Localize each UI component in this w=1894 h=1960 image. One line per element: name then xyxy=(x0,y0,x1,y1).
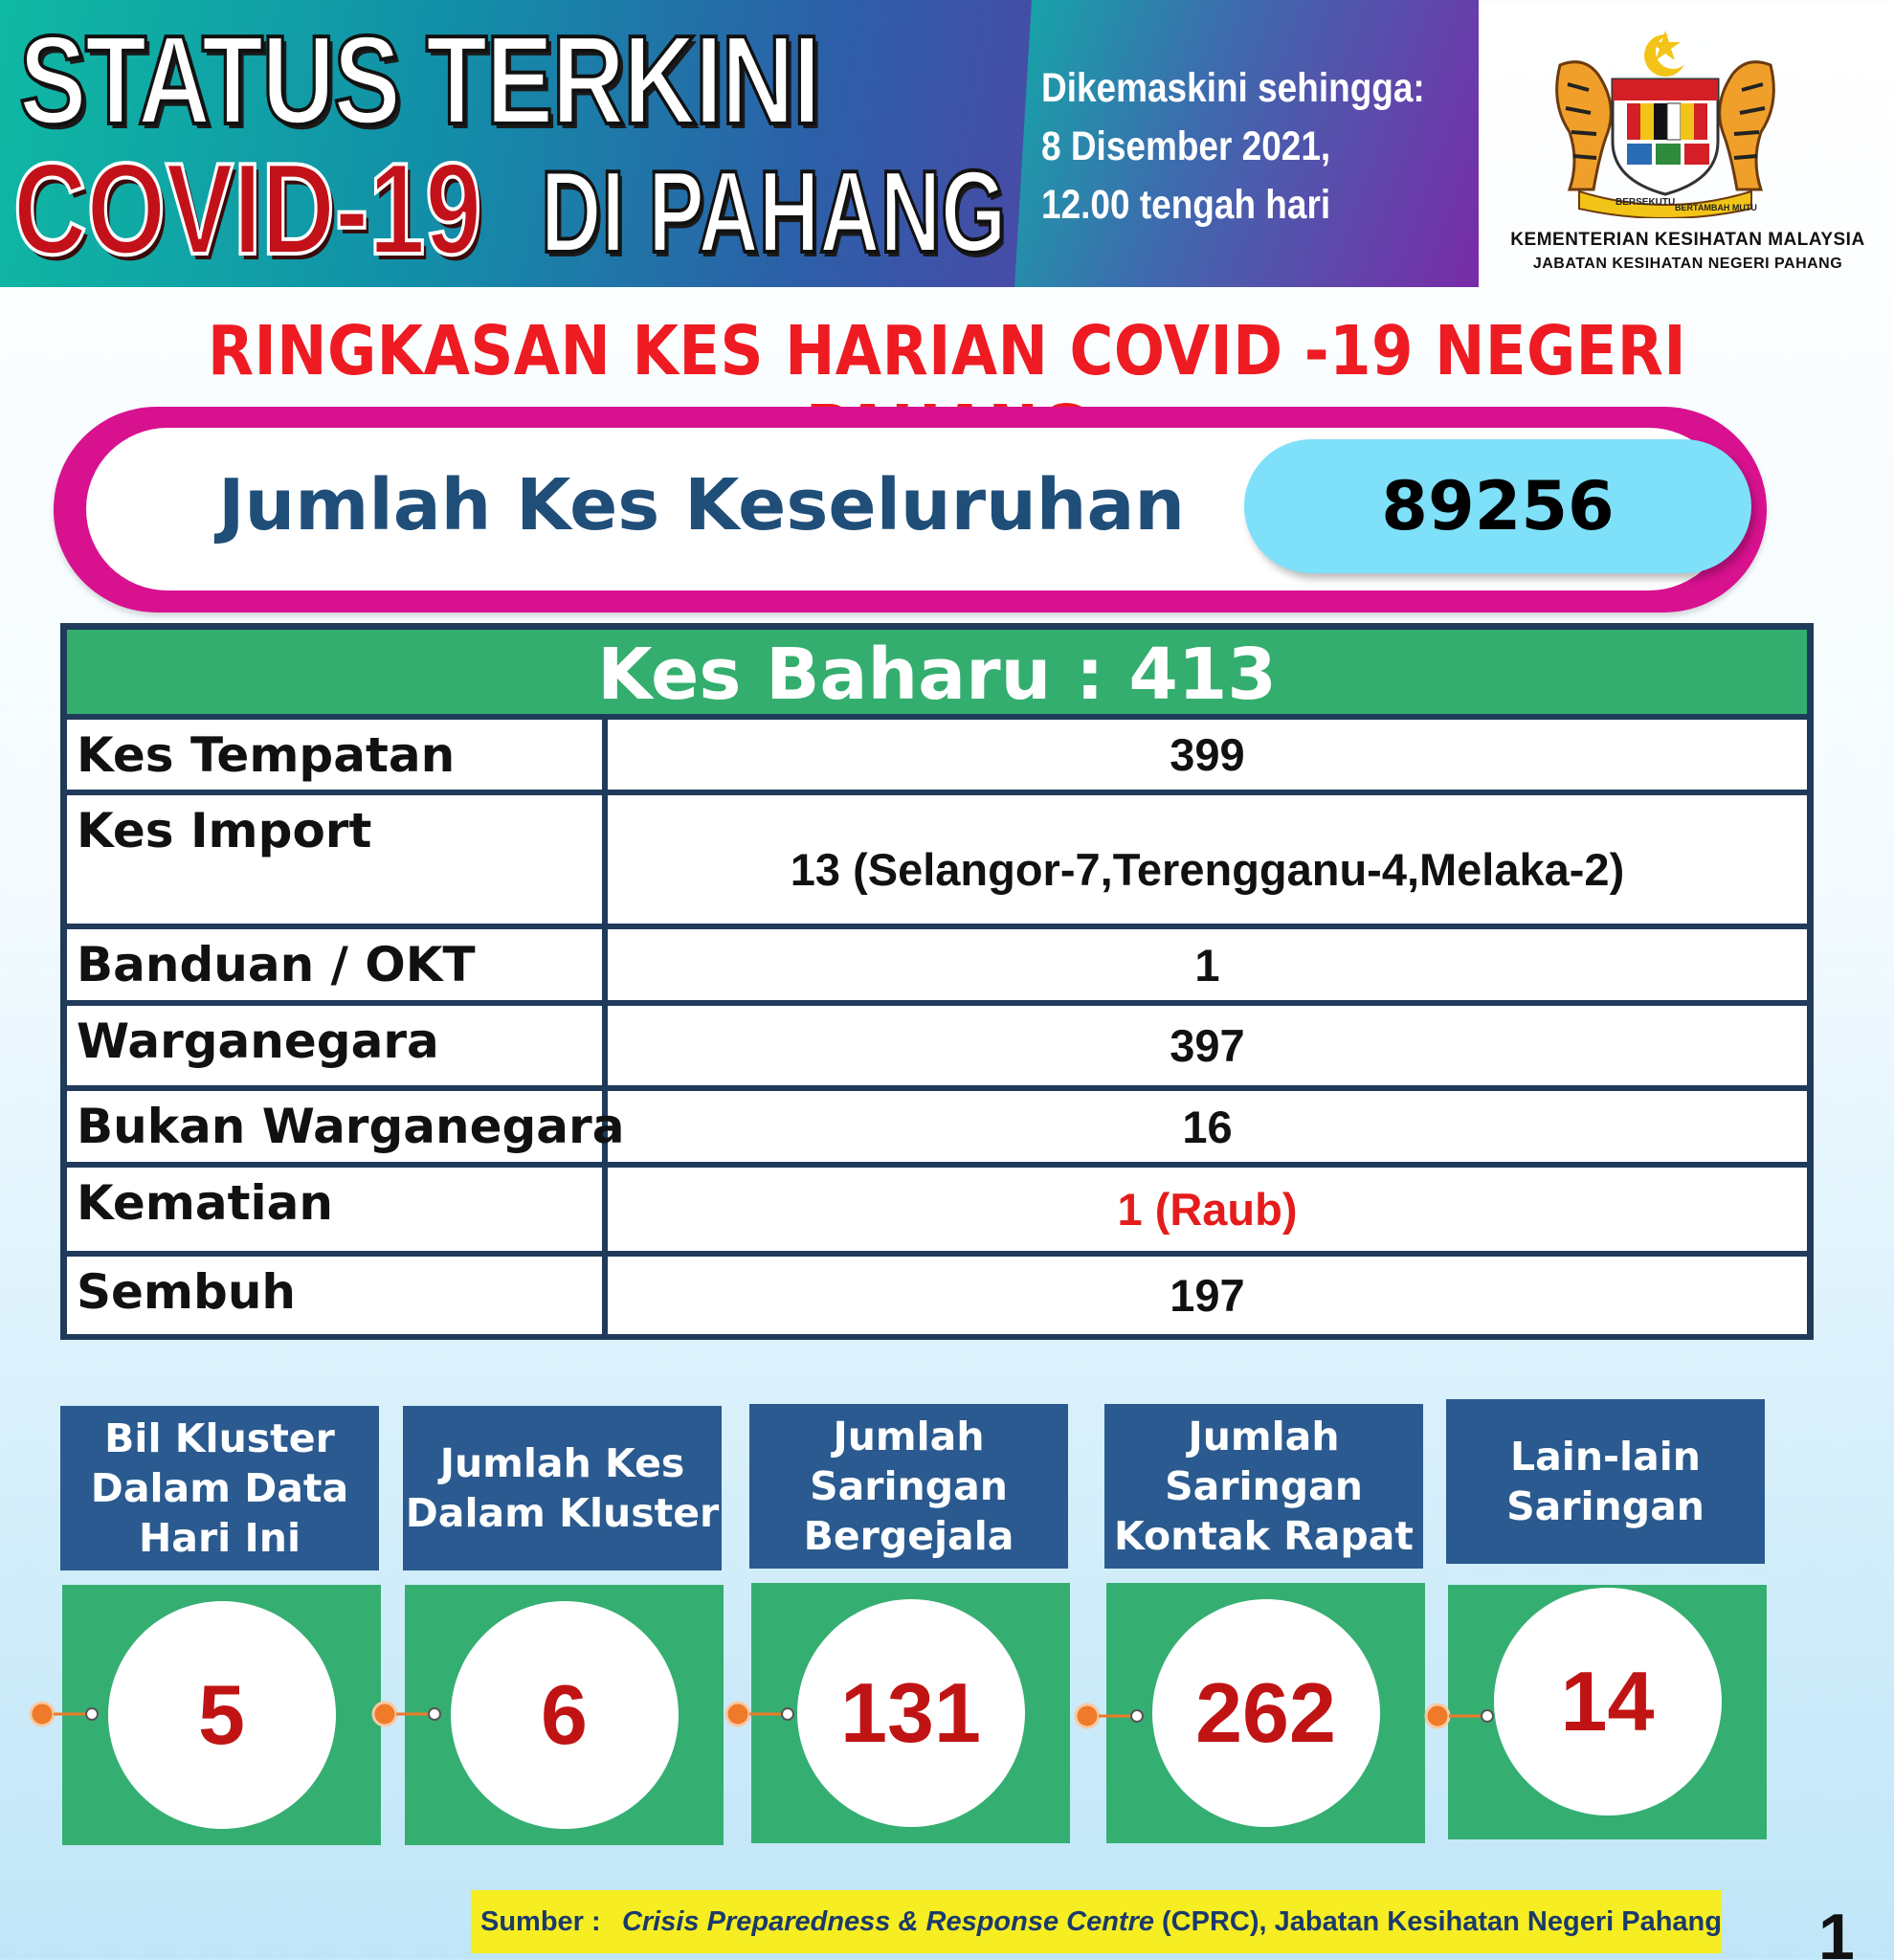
card-value-circle: 131 xyxy=(797,1599,1025,1827)
card-value-circle: 262 xyxy=(1152,1599,1380,1827)
row-label: Kes Tempatan xyxy=(67,720,608,790)
row-value: 13 (Selangor-7,Terengganu-4,Melaka-2) xyxy=(790,843,1625,895)
card-title-bil-kluster xyxy=(60,1406,379,1570)
update-time: 12.00 tengah hari xyxy=(1041,182,1331,228)
row-value: 397 xyxy=(1170,1020,1245,1071)
row-label: Kes Import xyxy=(67,795,608,924)
title-status-terkini: STATUS TERKINI xyxy=(19,10,820,150)
card-title-line: Jumlah xyxy=(833,1414,985,1459)
page-subtitle-text: RINGKASAN KES HARIAN COVID -19 NEGERI xyxy=(207,311,1687,390)
card-title-line: Bergejala xyxy=(803,1513,1014,1559)
total-cases-value: 89256 xyxy=(1244,439,1751,573)
total-cases-pill xyxy=(54,407,1767,612)
update-date: 8 Disember 2021, xyxy=(1041,123,1331,169)
card-title-line: Jumlah Kes xyxy=(439,1440,685,1486)
connector-bullet-icon xyxy=(1074,1702,1148,1730)
card-title-lain-lain-saringan xyxy=(1446,1399,1765,1564)
row-value: 1 xyxy=(1194,939,1220,991)
table-row-kes-tempatan xyxy=(64,720,1810,792)
card-body-bil-kluster xyxy=(62,1585,381,1845)
card-title-line: Hari Ini xyxy=(138,1515,301,1561)
source-note xyxy=(471,1890,1722,1953)
table-row-banduan xyxy=(64,929,1810,1003)
card-value-circle: 6 xyxy=(451,1601,679,1829)
row-value: 197 xyxy=(1170,1270,1245,1321)
card-title-line: Dalam Data xyxy=(90,1465,349,1511)
table-row-kes-import xyxy=(64,795,1810,926)
total-cases-label: Jumlah Kes Keseluruhan xyxy=(218,464,1186,546)
card-title-line: Saringan xyxy=(1506,1483,1705,1529)
page-number: 1 xyxy=(1818,1901,1855,1960)
ministry-name: KEMENTERIAN KESIHATAN MALAYSIA xyxy=(1510,230,1865,250)
card-value-circle: 5 xyxy=(108,1601,336,1829)
connector-bullet-icon xyxy=(29,1700,103,1728)
crest-motto-left: BERSEKUTU xyxy=(1615,197,1676,208)
ministry-block xyxy=(1482,230,1894,273)
table-row-sembuh xyxy=(64,1257,1810,1337)
table-row-kematian xyxy=(64,1168,1810,1254)
row-label: Bukan Warganegara xyxy=(67,1091,608,1162)
card-title-line: Dalam Kluster xyxy=(405,1490,720,1536)
update-info xyxy=(1041,59,1462,234)
source-rest: (CPRC), Jabatan Kesihatan Negeri Pahang xyxy=(1162,1905,1722,1937)
new-cases-heading: Kes Baharu : 413 xyxy=(64,627,1810,717)
total-cases-pill-inner xyxy=(86,428,1730,590)
connector-bullet-icon xyxy=(724,1700,799,1728)
card-title-line: Lain-lain xyxy=(1509,1434,1701,1480)
title-location: DI PAHANG xyxy=(541,146,1007,277)
row-value: 399 xyxy=(1170,729,1245,780)
card-body-saringan-kontak-rapat xyxy=(1106,1583,1425,1843)
card-title-line: Saringan xyxy=(1165,1463,1363,1509)
card-title-saringan-bergejala xyxy=(749,1404,1068,1569)
department-name: JABATAN KESIHATAN NEGERI PAHANG xyxy=(1532,256,1843,272)
daily-cases-table xyxy=(60,623,1814,1340)
row-value-deaths: 1 (Raub) xyxy=(1117,1184,1298,1235)
update-label: Dikemaskini sehingga: xyxy=(1041,65,1425,111)
title-covid: COVID-19 xyxy=(13,136,482,281)
card-title-saringan-kontak-rapat xyxy=(1104,1404,1423,1569)
connector-bullet-icon xyxy=(1424,1702,1499,1730)
table-row-warganegara xyxy=(64,1006,1810,1088)
card-title-line: Kontak Rapat xyxy=(1113,1513,1415,1559)
card-title-line: Saringan xyxy=(810,1463,1008,1509)
row-value: 16 xyxy=(1182,1101,1233,1152)
crest-motto-right: BERTAMBAH MUTU xyxy=(1675,203,1757,212)
coat-of-arms-icon xyxy=(1541,27,1790,218)
row-label: Banduan / OKT xyxy=(67,929,608,1000)
row-label: Sembuh xyxy=(67,1257,608,1334)
card-value-circle: 14 xyxy=(1494,1588,1722,1815)
row-label: Warganegara xyxy=(67,1006,608,1085)
header-banner xyxy=(0,0,1479,287)
card-body-jumlah-kes-kluster xyxy=(405,1585,724,1845)
row-label: Kematian xyxy=(67,1168,608,1251)
source-label: Sumber : xyxy=(480,1905,601,1937)
source-org: Crisis Preparedness & Response Centre xyxy=(621,1905,1155,1937)
card-title-jumlah-kes-kluster xyxy=(403,1406,722,1570)
connector-bullet-icon xyxy=(371,1700,446,1728)
card-title-line: Bil Kluster xyxy=(104,1415,335,1461)
card-title-line: Jumlah xyxy=(1188,1414,1340,1459)
table-row-bukan-warganegara xyxy=(64,1091,1810,1165)
